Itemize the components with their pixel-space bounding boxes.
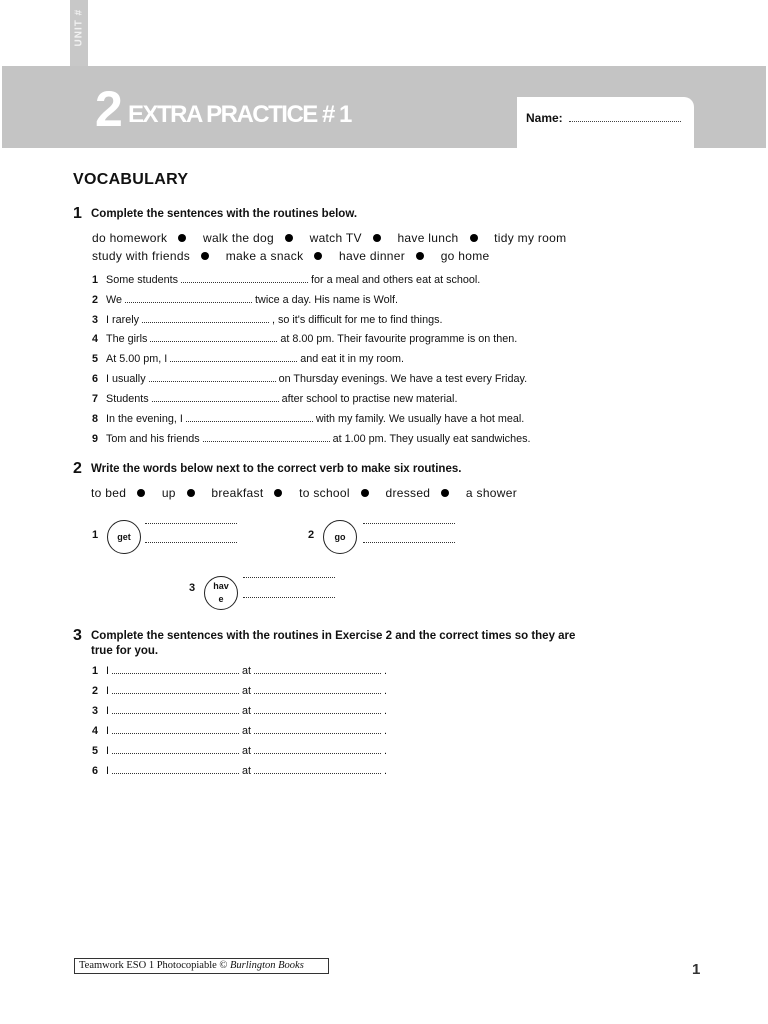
- exercise-1-item: 7 Students after school to practise new material.: [92, 393, 458, 405]
- word: to bed: [91, 486, 127, 500]
- answer-blank[interactable]: [145, 523, 237, 524]
- answer-blank[interactable]: [181, 273, 308, 283]
- word: breakfast: [211, 486, 264, 500]
- answer-blank[interactable]: [254, 704, 381, 714]
- bullet-icon: [187, 489, 195, 497]
- bullet-icon: [373, 234, 381, 242]
- answer-blank[interactable]: [150, 332, 277, 342]
- exercise-1-item: 6 I usually on Thursday evenings. We have a test every Friday.: [92, 373, 528, 385]
- bullet-icon: [285, 234, 293, 242]
- exercise-2-wordbox: [91, 486, 517, 500]
- word: up: [161, 486, 176, 500]
- answer-blank[interactable]: [112, 664, 239, 674]
- footer-copyright: Teamwork ESO 1 Photocopiable © Burlington Books: [74, 958, 329, 974]
- exercise-1-item: 2 We twice a day. His name is Wolf.: [92, 294, 399, 306]
- verb-circle-have: hav e: [204, 576, 238, 610]
- answer-blank[interactable]: [254, 684, 381, 694]
- bullet-icon: [274, 489, 282, 497]
- word: have dinner: [339, 249, 406, 263]
- answer-blank[interactable]: [254, 724, 381, 734]
- answer-blank[interactable]: [203, 432, 330, 442]
- exercise-3-item: 4 I at .: [92, 725, 388, 737]
- answer-blank[interactable]: [254, 664, 381, 674]
- word: dressed: [385, 486, 431, 500]
- verb-circle-get: get: [107, 520, 141, 554]
- name-label: Name:: [526, 111, 563, 125]
- exercise-3-number: 3: [73, 627, 82, 644]
- answer-blank[interactable]: [254, 744, 381, 754]
- section-title: VOCABULARY: [73, 171, 189, 188]
- exercise-3-item: 3 I at .: [92, 705, 388, 717]
- exercise-2-instruction: Write the words below next to the correct verb to make six routines.: [91, 463, 462, 475]
- exercise-3-item: 2 I at .: [92, 685, 388, 697]
- publisher-name: Burlington Books: [230, 960, 304, 971]
- exercise-1-item: 4 The girls at 8.00 pm. Their favourite programme is on then.: [92, 333, 518, 345]
- answer-blank[interactable]: [142, 313, 269, 323]
- word: make a snack: [225, 249, 304, 263]
- exercise-3-item: 5 I at .: [92, 745, 388, 757]
- answer-blank[interactable]: [170, 352, 297, 362]
- bullet-icon: [361, 489, 369, 497]
- answer-blank[interactable]: [149, 372, 276, 382]
- word: have lunch: [397, 231, 459, 245]
- bullet-icon: [137, 489, 145, 497]
- word: watch TV: [309, 231, 362, 245]
- answer-blank[interactable]: [145, 542, 237, 543]
- exercise-3-item: 1 I at .: [92, 665, 388, 677]
- answer-blank[interactable]: [152, 392, 279, 402]
- word: study with friends: [92, 249, 191, 263]
- exercise-1-item: 3 I rarely , so it's difficult for me to find things.: [92, 314, 443, 326]
- exercise-1-item: 1 Some students for a meal and others eat at school.: [92, 274, 481, 286]
- answer-blank[interactable]: [125, 293, 252, 303]
- answer-blank[interactable]: [112, 704, 239, 714]
- answer-blank[interactable]: [243, 597, 335, 598]
- answer-blank[interactable]: [112, 764, 239, 774]
- word: go home: [440, 249, 490, 263]
- exercise-1-instruction: Complete the sentences with the routines below.: [91, 208, 358, 220]
- bullet-icon: [441, 489, 449, 497]
- word: a shower: [465, 486, 518, 500]
- exercise-1-item: 9 Tom and his friends at 1.00 pm. They usually eat sandwiches.: [92, 433, 531, 445]
- verb-number: 1: [92, 529, 99, 541]
- answer-blank[interactable]: [243, 577, 335, 578]
- exercise-2-number: 2: [73, 460, 82, 477]
- verb-circle-go: go: [323, 520, 357, 554]
- answer-blank[interactable]: [363, 523, 455, 524]
- exercise-1-wordbox-row1: [92, 231, 566, 245]
- exercise-3-instruction: Complete the sentences with the routines in Exercise 2 and the correct times so they are true for you.: [91, 630, 576, 657]
- word: tidy my room: [494, 231, 567, 245]
- answer-blank[interactable]: [186, 412, 313, 422]
- page-number: 1: [692, 961, 701, 978]
- bullet-icon: [416, 252, 424, 260]
- unit-label: UNIT #: [73, 8, 85, 47]
- word: do homework: [92, 231, 168, 245]
- bullet-icon: [201, 252, 209, 260]
- verb-number: 2: [308, 529, 315, 541]
- exercise-1-item: 8 In the evening, I with my family. We usually have a hot meal.: [92, 413, 525, 425]
- exercise-3-item: 6 I at .: [92, 765, 388, 777]
- verb-number: 3: [189, 582, 196, 594]
- answer-blank[interactable]: [112, 684, 239, 694]
- answer-blank[interactable]: [254, 764, 381, 774]
- answer-blank[interactable]: [112, 744, 239, 754]
- word: to school: [299, 486, 350, 500]
- word: walk the dog: [202, 231, 274, 245]
- bullet-icon: [314, 252, 322, 260]
- name-field[interactable]: [569, 121, 681, 122]
- bullet-icon: [470, 234, 478, 242]
- bullet-icon: [178, 234, 186, 242]
- answer-blank[interactable]: [363, 542, 455, 543]
- exercise-1-wordbox-row2: [92, 249, 490, 263]
- answer-blank[interactable]: [112, 724, 239, 734]
- unit-number: 2: [95, 81, 120, 137]
- exercise-1-item: 5 At 5.00 pm, I and eat it in my room.: [92, 353, 405, 365]
- page-title: EXTRA PRACTICE # 1: [128, 101, 351, 128]
- exercise-1-number: 1: [73, 205, 82, 222]
